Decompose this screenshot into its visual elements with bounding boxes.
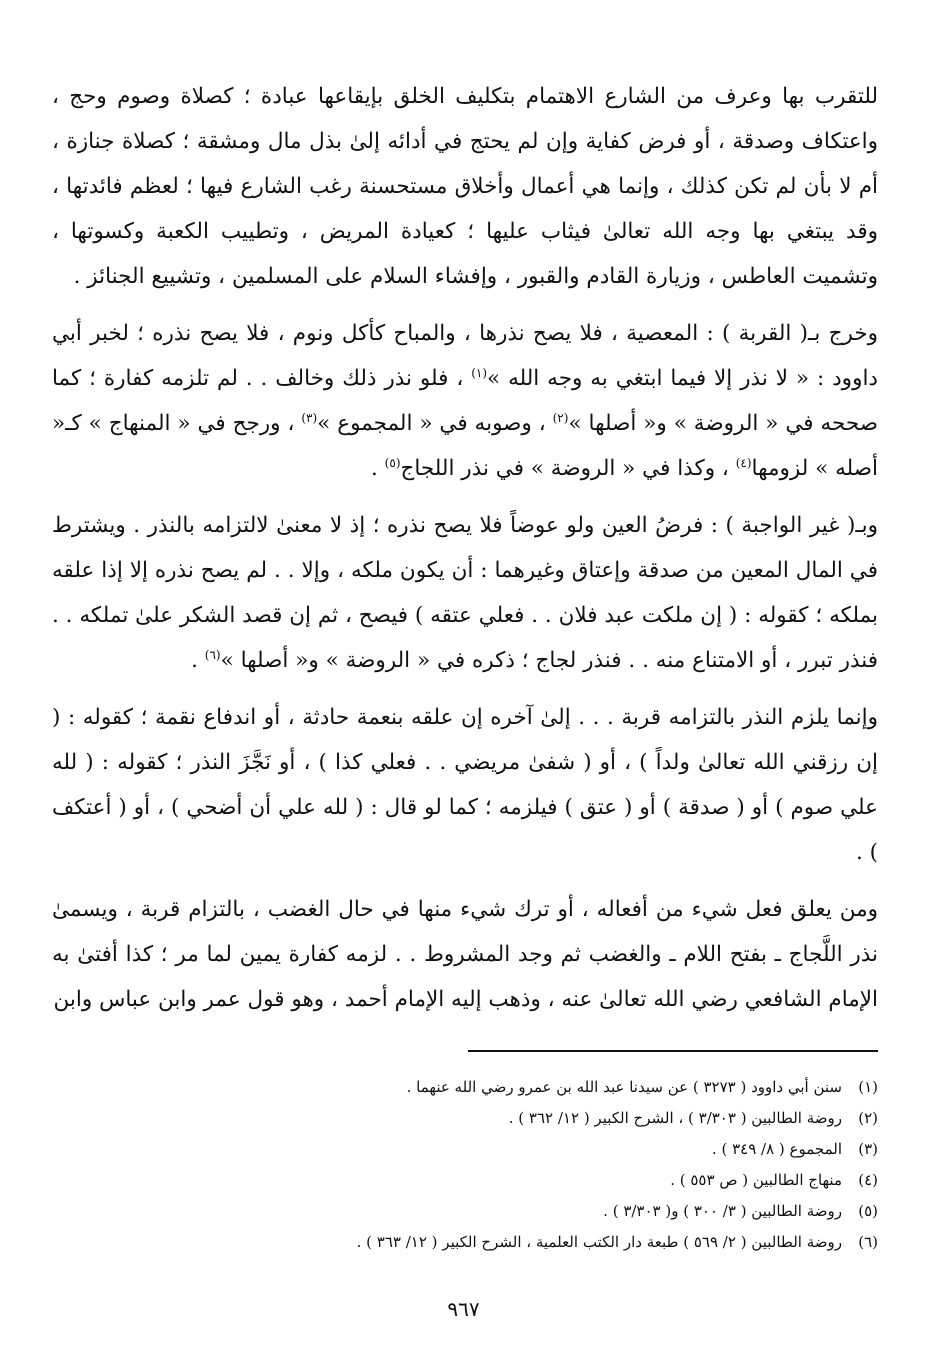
footnote-marker: (٤) (735, 455, 752, 470)
body-paragraph (52, 74, 878, 299)
footnote-item (52, 1134, 878, 1165)
footnote-text: سنن أبي داوود ( ٣٢٧٣ ) عن سيدنا عبد الله بن عمرو رضي الله عنهما . (406, 1078, 842, 1096)
footnote-number: (٣) (858, 1140, 878, 1158)
footnote-number: (٤) (858, 1171, 878, 1189)
footnote-item (52, 1165, 878, 1196)
footnotes-list (52, 1072, 878, 1258)
footnote-marker: (١) (471, 365, 488, 380)
footnote-number: (٢) (858, 1109, 878, 1127)
text-run: وبـ( غير الواجبة ) : فرضُ العين ولو عوضاً فلا يصح نذره ؛ إذ لا معنىٰ لالتزامه بالنذر . ويشترط في المال المعين من صدقة وإعتاق وغيرهما : أن يكون ملكه ، وإلا . . لم يصح نذره إلا إذا علقه بملكه ؛ كقوله : ( إن ملكت عبد فلان . . فعلي عتقه ) فيصح ، ثم إن قصد الشكر علىٰ تملكه . . فنذر تبرر ، أو الامتناع منه . . فنذر لجاج ؛ ذكره في « الروضة » و« أصلها » (52, 513, 878, 673)
footnote-marker: (٦) (204, 647, 221, 662)
footnote-marker: (٣) (301, 410, 318, 425)
body-paragraph (52, 503, 878, 683)
body-paragraph (52, 887, 878, 1022)
text-run: ، وكذا في « الروضة » في نذر اللجاج (400, 456, 736, 481)
text-run: ، ورجح في « المنهاج » كـ« أصله » لزومها (52, 411, 878, 481)
footnote-item (52, 1072, 878, 1103)
text-run: . (191, 648, 205, 673)
footnote-separator (468, 1050, 878, 1052)
body-paragraph (52, 695, 878, 875)
text-run: ، فلو نذر ذلك وخالف . . لم تلزمه كفارة ؛ كما صححه في « الروضة » و« أصلها » (52, 366, 879, 436)
footnote-text: منهاج الطالبين ( ص ٥٥٣ ) . (670, 1171, 842, 1189)
main-text (52, 74, 878, 1022)
footnote-item (52, 1103, 878, 1134)
text-run: ، وصوبه في « المجموع » (317, 411, 553, 436)
footnote-item (52, 1227, 878, 1258)
footnote-number: (٦) (858, 1233, 878, 1251)
footnote-marker: (٢) (552, 410, 569, 425)
text-run: وإنما يلزم النذر بالتزامه قربة . . . إلىٰ آخره إن علقه بنعمة حادثة ، أو اندفاع نقمة ؛ كقوله : ( إن رزقني الله تعالىٰ ولداً ) ، أو ( شفىٰ مريضي . . فعلي كذا ) ، أو نَجَّزَ النذر ؛ كقوله : ( لله علي صوم ) أو ( صدقة ) أو ( عتق ) فيلزمه ؛ كما لو قال : ( لله علي أن أضحي ) ، أو ( أعتكف ) . (52, 705, 878, 865)
body-paragraph (52, 311, 878, 491)
footnote-number: (٥) (858, 1202, 878, 1220)
footnote-number: (١) (858, 1078, 878, 1096)
footnote-text: روضة الطالبين ( ٣/ ٣٠٠ ) و( ٣/٣٠٣ ) . (603, 1202, 842, 1220)
text-run: ومن يعلق فعل شيء من أفعاله ، أو ترك شيء منها في حال الغضب ، بالتزام قربة ، ويسمىٰ نذر اللَّجاج ـ بفتح اللام ـ والغضب ثم وجد المشروط . . لزمه كفارة يمين لما مر ؛ كذا أفتىٰ به الإمام الشافعي رضي الله تعالىٰ عنه ، وذهب إليه الإمام أحمد ، وهو قول عمر وابن عباس وابن (52, 897, 878, 1012)
footnote-marker: (٥) (384, 455, 401, 470)
page-number: ٩٦٧ (447, 1297, 480, 1321)
footnote-item (52, 1196, 878, 1227)
footnote-text: روضة الطالبين ( ٢/ ٥٦٩ ) طبعة دار الكتب العلمية ، الشرح الكبير ( ١٢/ ٣٦٣ ) . (356, 1233, 842, 1251)
page-body (52, 64, 878, 1258)
footnote-text: روضة الطالبين ( ٣/٣٠٣ ) ، الشرح الكبير ( ١٢/ ٣٦٢ ) . (508, 1109, 842, 1127)
footnote-text: المجموع ( ٨/ ٣٤٩ ) . (711, 1140, 842, 1158)
text-run: . (371, 456, 385, 481)
text-run: للتقرب بها وعرف من الشارع الاهتمام بتكليف الخلق بإيقاعها عبادة ؛ كصلاة وصوم وحج ، واعتكاف وصدقة ، أو فرض كفاية وإن لم يحتج في أدائه إلىٰ بذل مال ومشقة ؛ كصلاة جنازة ، أم لا بأن لم تكن كذلك ، وإنما هي أعمال وأخلاق مستحسنة رغب الشارع فيها ؛ لعظم فائدتها ، وقد يبتغي بها وجه الله تعالىٰ فيثاب عليها ؛ كعيادة المريض ، وتطييب الكعبة وكسوتها ، وتشميت العاطس ، وزيارة القادم والقبور ، وإفشاء السلام على المسلمين ، وتشييع الجنائز . (52, 84, 878, 289)
text-run: وخرج بـ( القربة ) : المعصية ، فلا يصح نذرها ، والمباح كأكل ونوم ، فلا يصح نذره ؛ لخبر أبي داوود : « لا نذر إلا فيما ابتغي به وجه الله » (52, 321, 878, 391)
